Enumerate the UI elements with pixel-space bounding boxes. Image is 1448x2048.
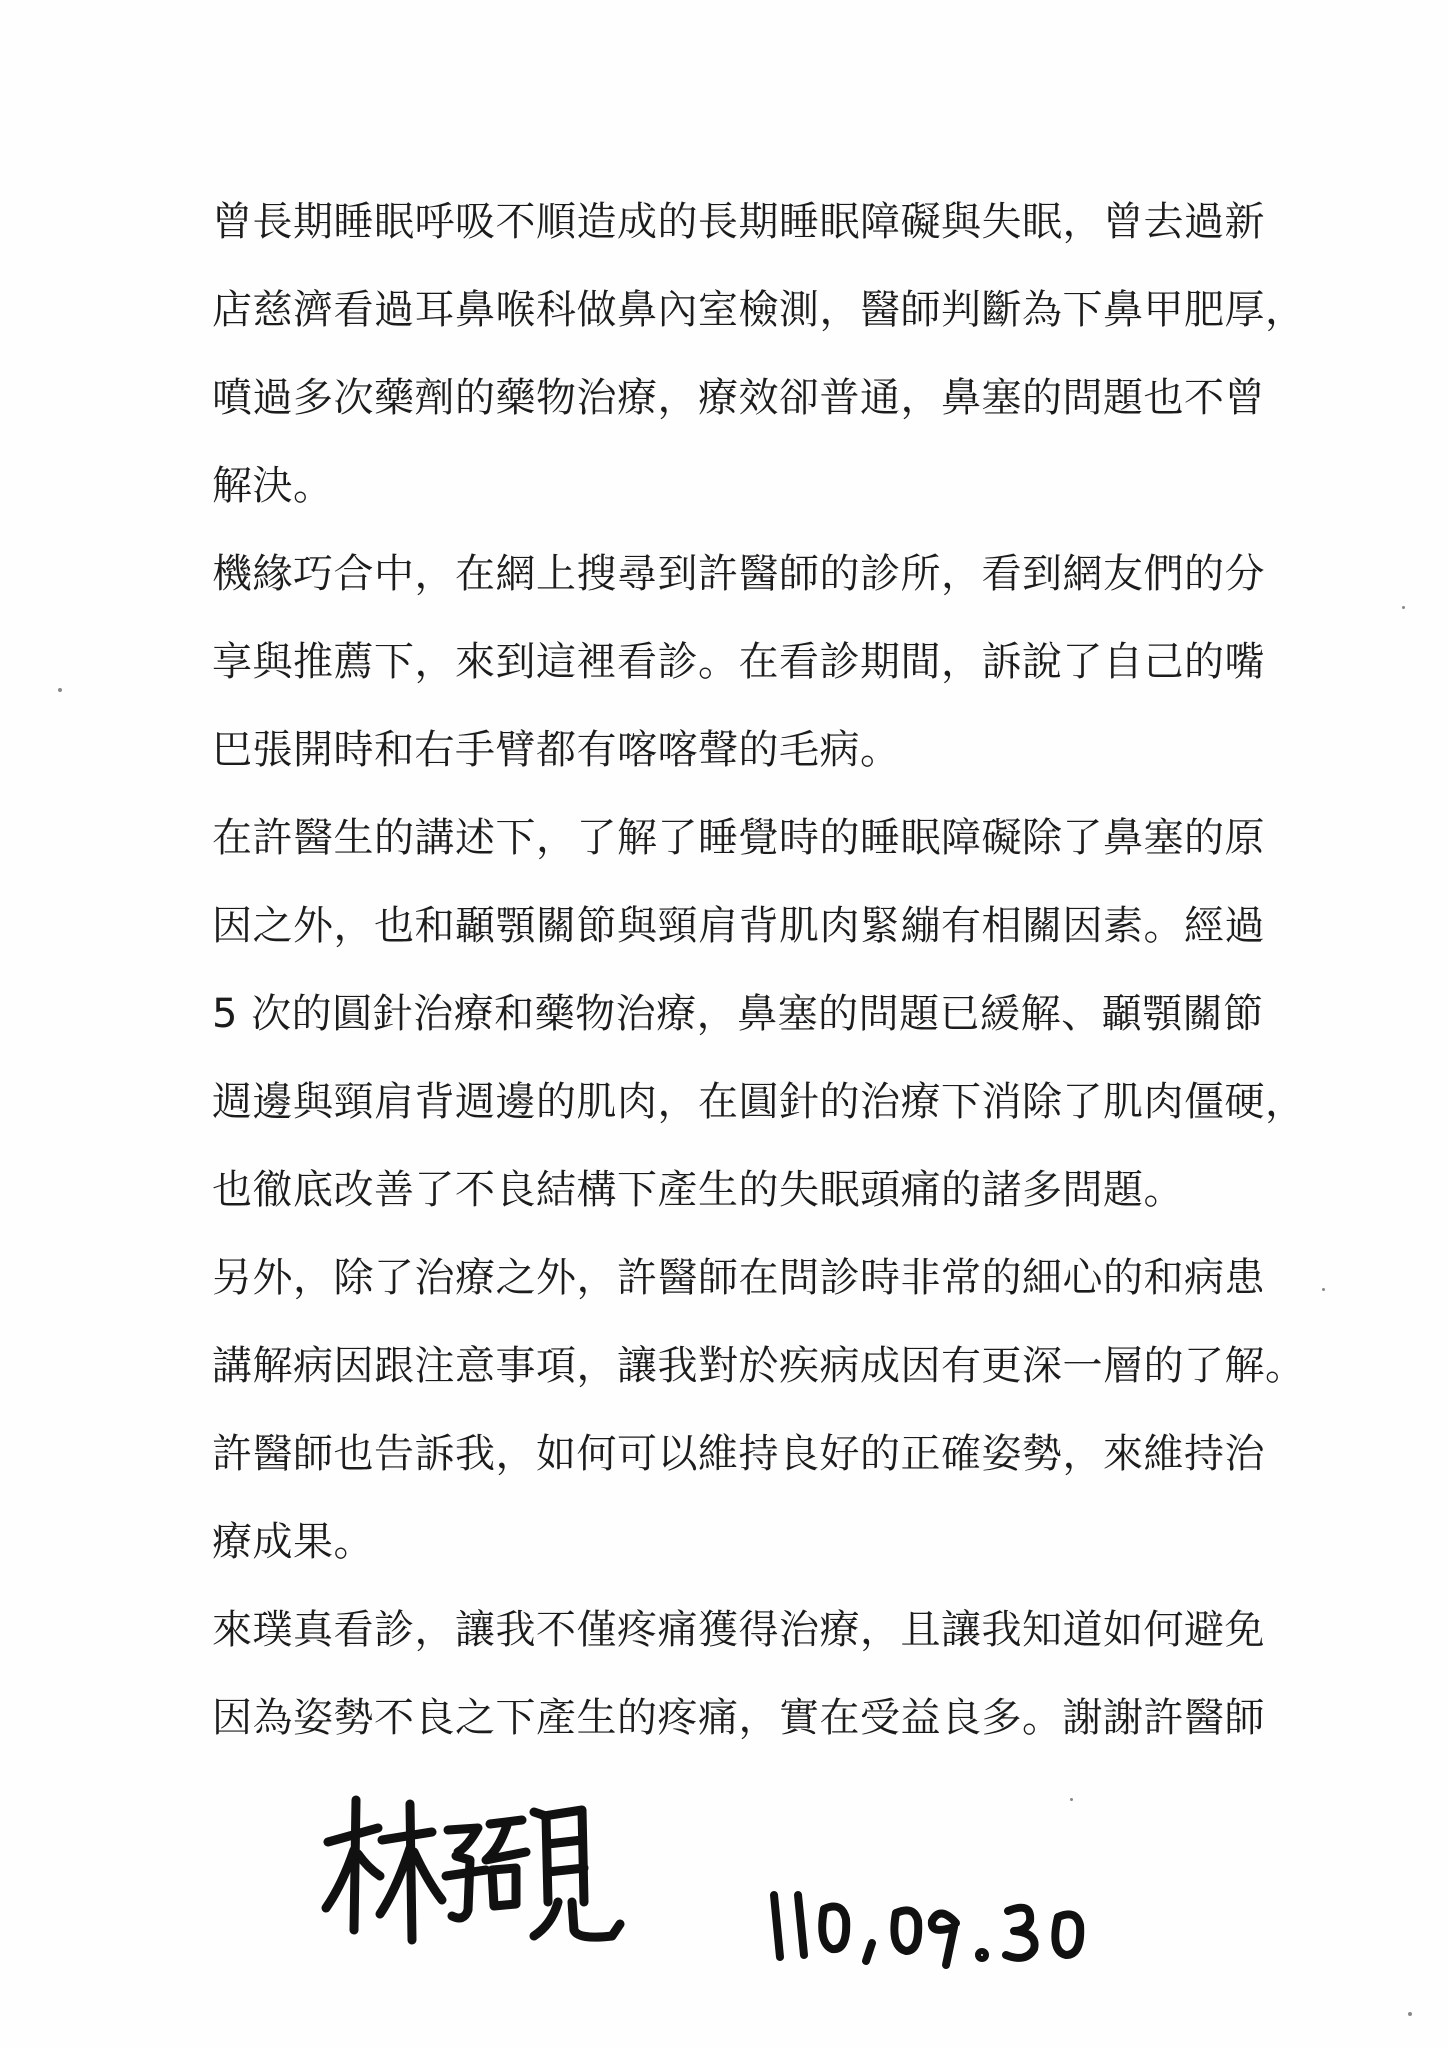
letter-line: 另外，除了治療之外，許醫師在問診時非常的細心的和病患: [212, 1255, 1265, 1301]
letter-line: 噴過多次藥劑的藥物治療，療效卻普通，鼻塞的問題也不曾: [212, 375, 1265, 421]
handwritten-signature: [320, 1790, 640, 1960]
scan-speck: [1408, 2012, 1412, 2016]
letter-line: 因為姿勢不良之下產生的疼痛，實在受益良多。謝謝許醫師: [212, 1695, 1265, 1741]
letter-line: 解決。: [212, 463, 334, 509]
scan-speck: [1402, 606, 1405, 609]
scan-speck: [1322, 1288, 1325, 1291]
letter-line: 在許醫生的講述下，了解了睡覺時的睡眠障礙除了鼻塞的原: [212, 815, 1265, 861]
letter-line: 5 次的圓針治療和藥物治療，鼻塞的問題已緩解、顳顎關節: [212, 991, 1264, 1037]
letter-line: 因之外，也和顳顎關節與頸肩背肌肉緊繃有相關因素。經過: [212, 903, 1265, 949]
letter-line: 許醫師也告訴我，如何可以維持良好的正確姿勢，來維持治: [212, 1431, 1265, 1477]
letter-line: 週邊與頸肩背週邊的肌肉，在圓針的治療下消除了肌肉僵硬，: [212, 1079, 1306, 1125]
scan-speck: [58, 688, 62, 692]
letter-line: 講解病因跟注意事項，讓我對於疾病成因有更深一層的了解。: [212, 1343, 1306, 1389]
handwritten-date: [760, 1865, 1090, 1975]
letter-line: 店慈濟看過耳鼻喉科做鼻內室檢測，醫師判斷為下鼻甲肥厚，: [212, 287, 1306, 333]
letter-body: [212, 178, 1306, 1762]
letter-line: 享與推薦下，來到這裡看診。在看診期間，訴說了自己的嘴: [212, 639, 1265, 685]
letter-line: 機緣巧合中，在網上搜尋到許醫師的診所，看到網友們的分: [212, 551, 1265, 597]
scan-speck: [1070, 1798, 1073, 1801]
letter-line: 也徹底改善了不良結構下產生的失眠頭痛的諸多問題。: [212, 1167, 1184, 1213]
letter-line: 療成果。: [212, 1519, 374, 1565]
letter-line: 曾長期睡眠呼吸不順造成的長期睡眠障礙與失眠，曾去過新: [212, 199, 1265, 245]
letter-line: 巴張開時和右手臂都有喀喀聲的毛病。: [212, 727, 901, 773]
letter-line: 來璞真看診，讓我不僅疼痛獲得治療，且讓我知道如何避免: [212, 1607, 1265, 1653]
